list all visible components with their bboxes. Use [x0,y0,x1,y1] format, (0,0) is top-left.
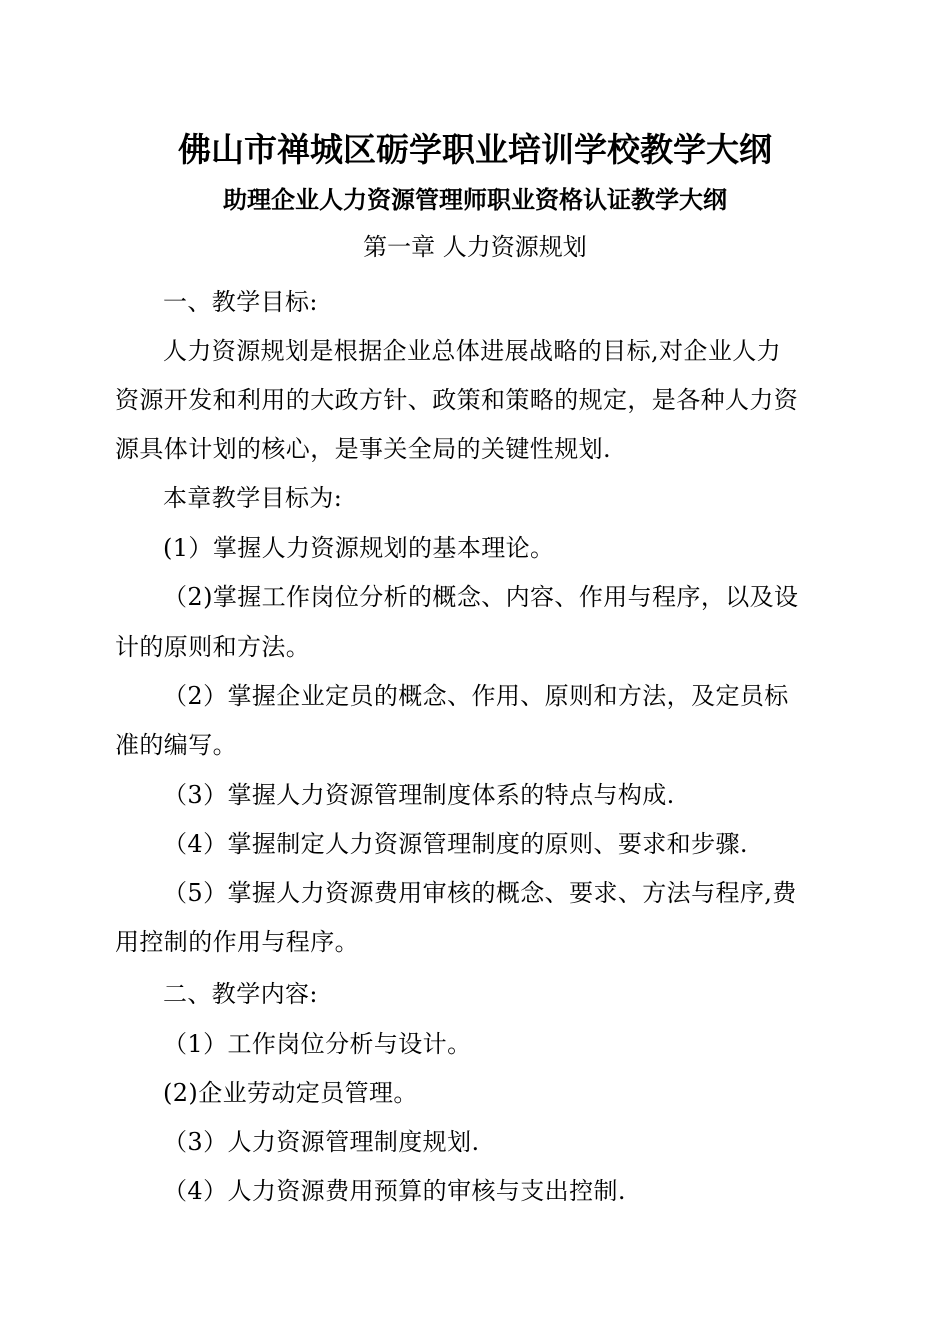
document-title: 佛山市禅城区砺学职业培训学校教学大纲 [178,130,772,169]
list-item: （2）掌握企业定员的概念、作用、原则和方法，及定员标 [163,682,789,710]
list-item: （3）掌握人力资源管理制度体系的特点与构成. [163,781,675,809]
section-heading-content: 二、教学内容: [163,980,318,1008]
list-item: （3）人力资源管理制度规划. [163,1128,480,1156]
list-item-continuation: 准的编写。 [115,731,237,759]
paragraph-line: 源具体计划的核心，是事关全局的关键性规划. [115,435,612,463]
list-item: （5）掌握人力资源费用审核的概念、要求、方法与程序,费 [163,879,797,907]
section-heading-objectives: 一、教学目标: [163,288,318,316]
document-subtitle: 助理企业人力资源管理师职业资格认证教学大纲 [223,186,727,214]
list-item: (1）掌握人力资源规划的基本理论。 [163,534,555,562]
list-item: (2)企业劳动定员管理。 [163,1079,418,1107]
paragraph-line: 人力资源规划是根据企业总体进展战略的目标,对企业人力 [163,337,782,365]
list-item: （4）人力资源费用预算的审核与支出控制. [163,1177,626,1205]
paragraph-line: 本章教学目标为: [163,484,343,512]
list-item: （4）掌握制定人力资源管理制度的原则、要求和步骤. [163,830,748,858]
list-item-continuation: 计的原则和方法。 [115,633,311,661]
list-item: （1）工作岗位分析与设计。 [163,1030,472,1058]
list-item-continuation: 用控制的作用与程序。 [115,928,359,956]
paragraph-line: 资源开发和利用的大政方针、政策和策略的规定，是各种人力资 [115,386,799,414]
list-item: （2)掌握工作岗位分析的概念、内容、作用与程序，以及设 [163,583,799,611]
chapter-heading: 第一章 人力资源规划 [363,233,587,261]
